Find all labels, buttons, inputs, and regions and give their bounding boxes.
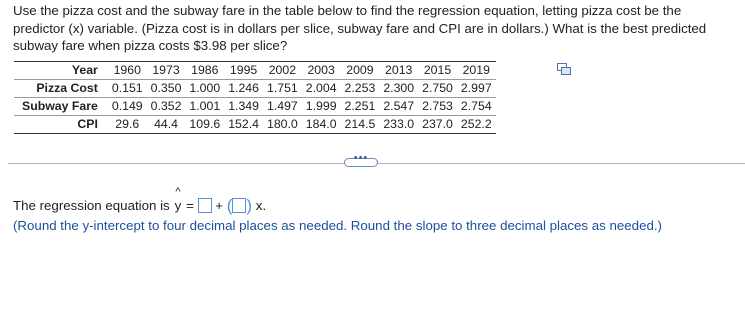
answer-prefix: The regression equation is — [13, 198, 170, 213]
row-header: Subway Fare — [14, 98, 108, 116]
close-paren: ) — [246, 196, 253, 215]
slope-input[interactable] — [232, 198, 246, 213]
table-cell: 237.0 — [418, 116, 457, 134]
table-cell: 2.997 — [457, 80, 496, 98]
table-row — [14, 116, 496, 134]
table-cell: 2.754 — [457, 98, 496, 116]
table-cell: 0.151 — [108, 80, 147, 98]
table-cell: 152.4 — [224, 116, 263, 134]
table-cell: 0.149 — [108, 98, 147, 116]
table-cell: 233.0 — [379, 116, 418, 134]
data-table — [14, 61, 496, 134]
table-cell: 1.999 — [302, 98, 341, 116]
table-row — [14, 98, 496, 116]
table-cell: 44.4 — [147, 116, 186, 134]
table-cell: 252.2 — [457, 116, 496, 134]
equals-sign: = — [186, 198, 194, 213]
more-dots: ••• — [353, 152, 369, 164]
table-cell: 2.004 — [302, 80, 341, 98]
rounding-instructions: (Round the y-intercept to four decimal places as needed. Round the slope to three decimal places as needed.) — [13, 218, 662, 233]
expand-more-button[interactable] — [344, 152, 378, 167]
table-cell: 2.547 — [379, 98, 418, 116]
table-cell: 2.300 — [379, 80, 418, 98]
answer-line — [13, 186, 267, 216]
table-cell: 1973 — [147, 62, 186, 80]
table-cell: 2.251 — [341, 98, 380, 116]
table-cell: 1.349 — [224, 98, 263, 116]
plus-sign: + — [215, 198, 224, 213]
table-cell: 1.000 — [185, 80, 224, 98]
y-hat-symbol — [173, 186, 182, 216]
table-cell: 2003 — [302, 62, 341, 80]
row-header: CPI — [14, 116, 108, 134]
table-cell: 2019 — [457, 62, 496, 80]
open-paren: ( — [226, 196, 233, 215]
table-cell: 2015 — [418, 62, 457, 80]
table-cell: 1986 — [185, 62, 224, 80]
question-text: Use the pizza cost and the subway fare in the table below to find the regression equation, letting pizza cost be the predictor (x) variable. (Pizza cost is in dollars per slice, subway fare and CPI are in dollars.) What is the best predicted subway fare when pizza costs $3.98 per slice? — [13, 3, 707, 53]
table-cell: 0.352 — [147, 98, 186, 116]
data-table-container — [14, 61, 496, 134]
intercept-input[interactable] — [198, 198, 212, 213]
table-cell: 2009 — [341, 62, 380, 80]
table-cell: 2.253 — [341, 80, 380, 98]
table-cell: 180.0 — [263, 116, 302, 134]
row-header: Year — [14, 62, 108, 80]
table-cell: 109.6 — [185, 116, 224, 134]
table-row — [14, 62, 496, 80]
hat-mark: ^ — [175, 186, 181, 198]
table-cell: 0.350 — [147, 80, 186, 98]
table-row — [14, 80, 496, 98]
table-cell: 1960 — [108, 62, 147, 80]
table-cell: 214.5 — [341, 116, 380, 134]
table-cell: 1.751 — [263, 80, 302, 98]
table-cell: 29.6 — [108, 116, 147, 134]
table-cell: 184.0 — [302, 116, 341, 134]
x-suffix: x. — [255, 198, 267, 213]
table-cell: 2.753 — [418, 98, 457, 116]
y-letter: y — [174, 198, 182, 213]
table-cell: 2002 — [263, 62, 302, 80]
row-header: Pizza Cost — [14, 80, 108, 98]
table-cell: 1995 — [224, 62, 263, 80]
table-cell: 2013 — [379, 62, 418, 80]
table-cell: 1.246 — [224, 80, 263, 98]
table-cell: 1.497 — [263, 98, 302, 116]
copy-table-icon[interactable] — [557, 63, 571, 76]
table-cell: 1.001 — [185, 98, 224, 116]
table-cell: 2.750 — [418, 80, 457, 98]
